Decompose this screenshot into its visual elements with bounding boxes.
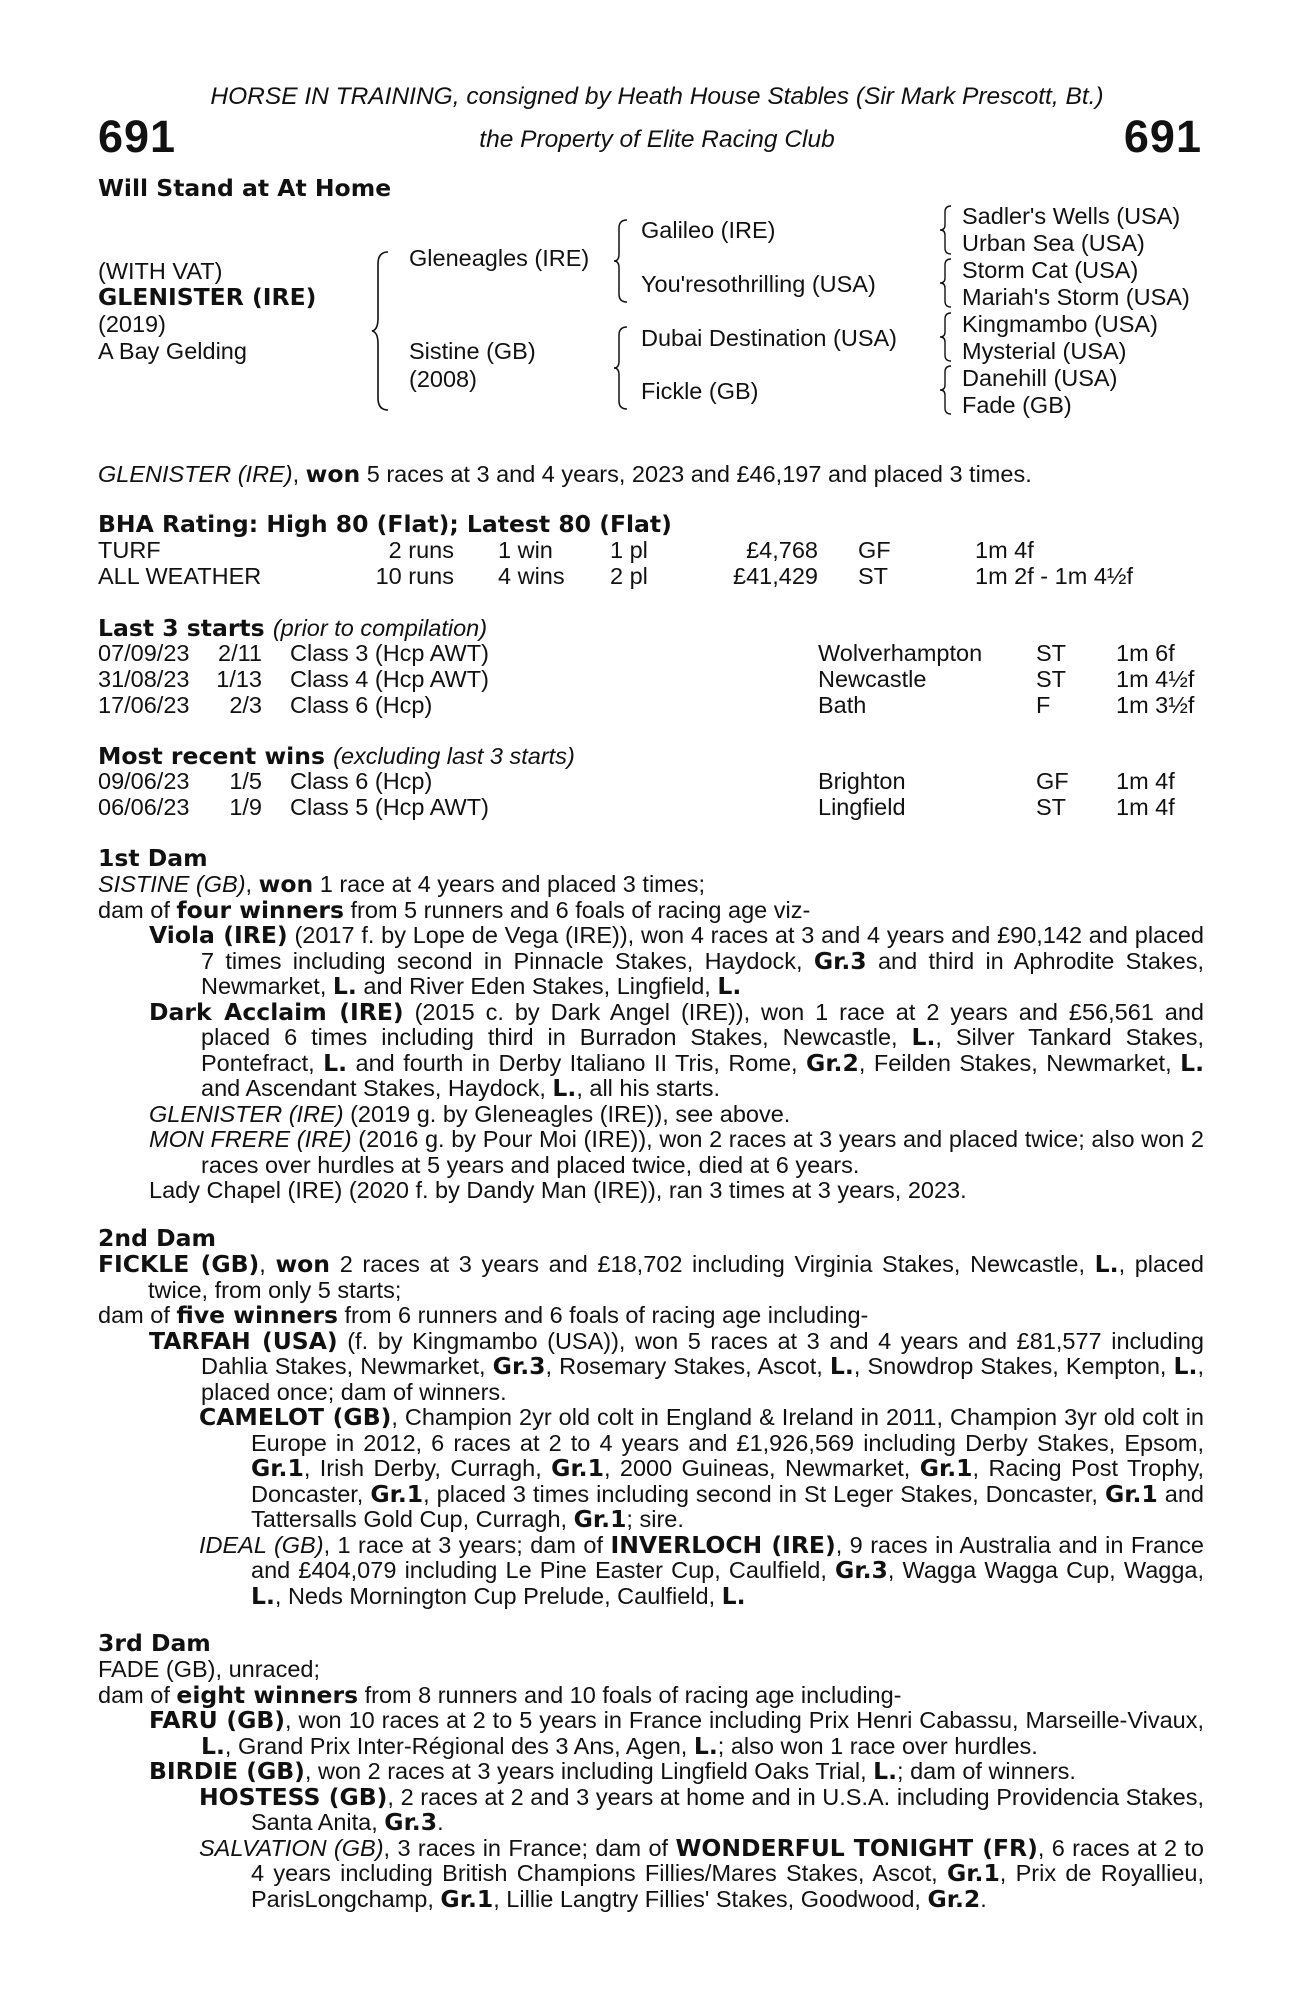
third-dam-body — [98, 1657, 1204, 1912]
stand-line: Will Stand at At Home — [98, 174, 392, 202]
offspring-dark-acclaim: Dark Acclaim (IRE) (2015 c. by Dark Angel (IRE)), won 1 race at 2 years and £56,561 and placed 6 times including third in Burradon Stakes, Newcastle, L., Silver Tankard Stakes, Pontefract, L. and fourth in Derby Italiano II Tris, Rome, Gr.2, Feilden Stakes, Newmarket, L. and Ascendant Stakes, Haydock, L., all his starts. — [149, 997, 1204, 1102]
recent-win-row: 09/06/23 1/5 Class 6 (Hcp) Brighton GF 1m 4f — [98, 768, 1175, 794]
vat-label: (WITH VAT) — [98, 258, 223, 284]
g4-mysterial: Mysterial (USA) — [962, 338, 1127, 364]
third-dam-line: FADE (GB), unraced; — [98, 1656, 321, 1682]
g4-brace-3 — [938, 311, 954, 363]
pedigree-block — [0, 0, 1314, 430]
third-dam-heading: 3rd Dam — [98, 1629, 211, 1657]
second-dam-line: FICKLE (GB), won 2 races at 3 years and £18,702 including Virginia Stakes, Newcastle, L., placed twice, from only 5 starts; — [98, 1250, 1204, 1303]
offspring-tarfah: TARFAH (USA) (f. by Kingmambo (USA)), won 5 races at 3 and 4 years and £81,577 including Dahlia Stakes, Newmarket, Gr.3, Rosemary Stakes, Ascot, L., Snowdrop Stakes, Kempton, L., placed once; dam of winners. — [149, 1326, 1204, 1405]
sire-sire: Galileo (IRE) — [641, 217, 776, 243]
grand-offspring-salvation: SALVATION (GB), 3 races in France; dam of WONDERFUL TONIGHT (FR), 6 races at 2 to 4 years including British Champions Fillies/Mares Stakes, Ascot, Gr.1, Prix de Royallieu, ParisLongchamp, Gr.1, Lillie Langtry Fillies' Stakes, Goodwood, Gr.2. — [199, 1833, 1204, 1913]
last-start-row: 17/06/23 2/3 Class 6 (Hcp) Bath F 1m 3½f — [98, 692, 1195, 718]
dam-dam: Fickle (GB) — [641, 378, 759, 404]
sire-brace — [612, 218, 630, 304]
last-start-row: 07/09/23 2/11 Class 3 (Hcp AWT) Wolverhampton ST 1m 6f — [98, 640, 1175, 666]
horse-year: (2019) — [98, 311, 166, 337]
g4-brace-4 — [938, 364, 954, 416]
recent-win-row: 06/06/23 1/9 Class 5 (Hcp AWT) Lingfield ST 1m 4f — [98, 794, 1175, 820]
offspring-mon-frere: MON FRERE (IRE) (2016 g. by Pour Moi (IRE)), won 2 races at 3 years and placed twice; also won 2 races over hurdles at 5 years and placed twice, died at 6 years. — [149, 1126, 1205, 1178]
rating-row-all-weather: ALL WEATHER 10 runs 4 wins 2 pl £41,429 ST 1m 2f - 1m 4½f — [98, 563, 1134, 589]
consignment-line: HORSE IN TRAINING, consigned by Heath House Stables (Sir Mark Prescott, Bt.) — [210, 83, 1104, 110]
g4-brace-2 — [938, 257, 954, 309]
grand-offspring-camelot: CAMELOT (GB), Champion 2yr old colt in England & Ireland in 2011, Champion 3yr old colt in Europe in 2012, 6 races at 2 to 4 years and £1,926,569 including Derby Stakes, Epsom, Gr.1, Irish Derby, Curragh, Gr.1, 2000 Guineas, Newmarket, Gr.1, Racing Post Trophy, Doncaster, Gr.1, placed 3 times including second in St Leger Stakes, Doncaster, Gr.1 and Tattersalls Gold Cup, Curragh, Gr.1; sire. — [199, 1403, 1204, 1533]
g4-storm-cat: Storm Cat (USA) — [962, 257, 1139, 283]
first-dam-line: SISTINE (GB), won 1 race at 4 years and placed 3 times; — [98, 870, 706, 898]
second-dam-body — [98, 1252, 1204, 1609]
race-summary: GLENISTER (IRE), won 5 races at 3 and 4 years, 2023 and £46,197 and placed 3 times. — [98, 460, 1032, 488]
grand-offspring-hostess: HOSTESS (GB), 2 races at 2 and 3 years at home and in U.S.A. including Providencia Stakes, Santa Anita, Gr.3. — [199, 1782, 1205, 1836]
g4-sadlers-wells: Sadler's Wells (USA) — [962, 203, 1181, 229]
horse-name: GLENISTER (IRE) — [98, 283, 317, 311]
bha-rating-heading: BHA Rating: High 80 (Flat); Latest 80 (Flat) — [98, 510, 672, 538]
offspring-glenister: GLENISTER (IRE) (2019 g. by Gleneagles (IRE)), see above. — [149, 1100, 791, 1127]
g4-kingmambo: Kingmambo (USA) — [962, 311, 1158, 337]
pedigree-brace-main — [370, 250, 392, 412]
sire: Gleneagles (IRE) — [409, 245, 590, 271]
lot-number-left: 691 — [98, 111, 177, 162]
dam: Sistine (GB) — [409, 338, 536, 364]
g4-mariahs-storm: Mariah's Storm (USA) — [962, 284, 1190, 310]
dam-year: (2008) — [409, 366, 477, 392]
recent-wins-heading: Most recent wins (excluding last 3 starts) — [98, 742, 575, 770]
third-dam-producer: dam of eight winners from 8 runners and 10 foals of racing age including- — [98, 1680, 902, 1709]
first-dam-body — [98, 872, 1204, 1204]
last-starts-heading: Last 3 starts (prior to compilation) — [98, 614, 488, 642]
g4-fade: Fade (GB) — [962, 392, 1072, 418]
lot-number-right: 691 — [1123, 111, 1202, 162]
offspring-viola: Viola (IRE) (2017 f. by Lope de Vega (IRE)), won 4 races at 3 and 4 years and £90,142 and placed 7 times including second in Pinnacle Stakes, Haydock, Gr.3 and third in Aphrodite Stakes, Newmarket, L. and River Eden Stakes, Lingfield, L. — [149, 921, 1204, 1000]
g4-brace-1 — [938, 204, 954, 256]
second-dam-producer: dam of five winners from 6 runners and 6 foals of racing age including- — [98, 1301, 869, 1329]
g4-urban-sea: Urban Sea (USA) — [962, 230, 1145, 256]
rating-row-turf: TURF 2 runs 1 win 1 pl £4,768 GF 1m 4f — [98, 537, 1034, 563]
sire-dam: You'resothrilling (USA) — [641, 271, 876, 297]
dam-brace — [612, 325, 630, 411]
offspring-birdie: BIRDIE (GB), won 2 races at 3 years including Lingfield Oaks Trial, L.; dam of winners. — [149, 1757, 1076, 1785]
horse-description: A Bay Gelding — [98, 338, 247, 364]
second-dam-heading: 2nd Dam — [98, 1224, 216, 1252]
grand-offspring-ideal: IDEAL (GB), 1 race at 3 years; dam of INVERLOCH (IRE), 9 races in Australia and in France and £404,079 including Le Pine Easter Cup, Caulfield, Gr.3, Wagga Wagga Cup, Wagga, L., Neds Mornington Cup Prelude, Caulfield, L. — [199, 1530, 1204, 1610]
dam-sire: Dubai Destination (USA) — [641, 325, 897, 351]
offspring-lady-chapel: Lady Chapel (IRE) (2020 f. by Dandy Man (IRE)), ran 3 times at 3 years, 2023. — [149, 1177, 967, 1203]
last-start-row: 31/08/23 1/13 Class 4 (Hcp AWT) Newcastle ST 1m 4½f — [98, 666, 1195, 692]
offspring-faru: FARU (GB), won 10 races at 2 to 5 years in France including Prix Henri Cabassu, Marseille-Vivaux, L., Grand Prix Inter-Régional des 3 Ans, Agen, L.; also won 1 race over hurdles. — [149, 1706, 1204, 1760]
first-dam-heading: 1st Dam — [98, 844, 208, 872]
first-dam-producer: dam of four winners from 5 runners and 6 foals of racing age viz- — [98, 895, 811, 924]
property-line: the Property of Elite Racing Club — [479, 126, 835, 153]
g4-danehill: Danehill (USA) — [962, 365, 1118, 391]
